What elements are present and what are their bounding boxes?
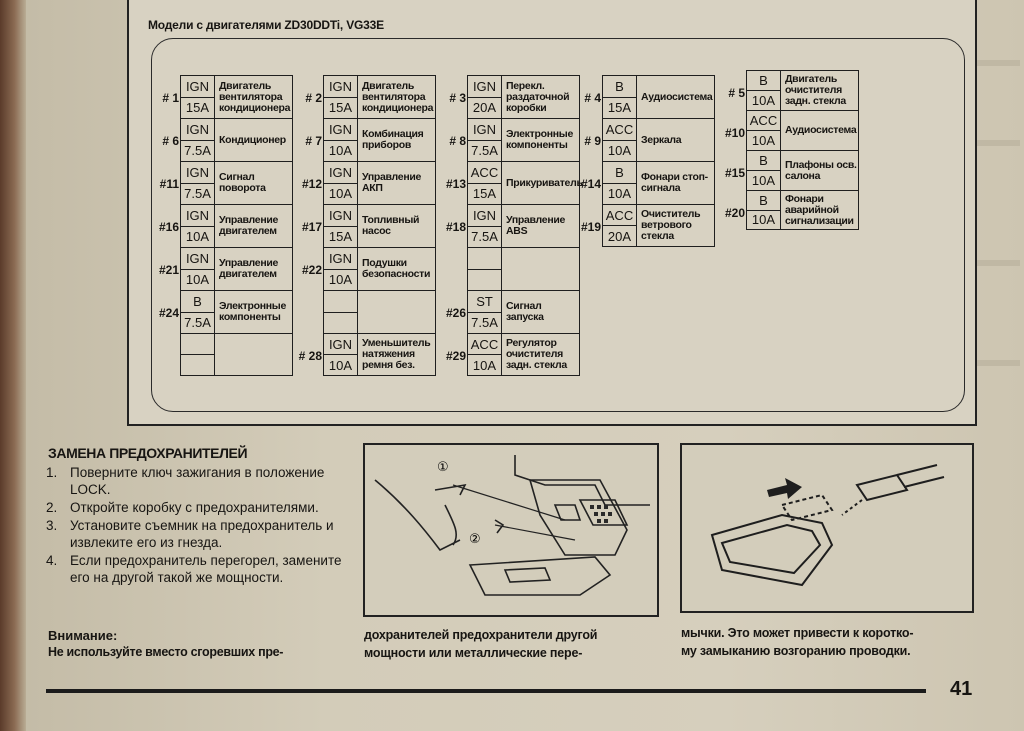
fuse-circuit-type: ACC — [468, 334, 501, 355]
fuse-circuit-type: ST — [468, 291, 501, 313]
fuse-number: # 3 — [449, 91, 466, 105]
fuse-row — [301, 247, 436, 290]
fuse-rating — [468, 248, 502, 290]
fuse-row — [301, 161, 436, 204]
fuse-number: # 5 — [728, 86, 745, 100]
fuse-row — [445, 161, 583, 204]
warning-title: Внимание: — [48, 628, 118, 643]
fuse-number: #20 — [724, 206, 745, 220]
fuse-description — [358, 291, 435, 333]
step-text: Если предохранитель перегорел, замените его на другой такой же мощности. — [70, 553, 342, 585]
fuse-row — [467, 247, 580, 290]
fuse-row — [449, 118, 580, 161]
fuse-amperage: 7.5A — [471, 143, 498, 159]
step-number: 4. — [46, 553, 58, 568]
fuse-description: Очиститель ветрового стекла — [641, 208, 701, 242]
fuse-amperage: 7.5A — [184, 315, 211, 331]
fuse-row — [724, 190, 859, 230]
fuse-row — [301, 204, 436, 247]
fuse-circuit-type: B — [603, 76, 636, 98]
fuse-description: Управление двигателем — [219, 257, 279, 280]
diagram-title: Модели с двигателями ZD30DDTi, VG33E — [148, 18, 384, 32]
fuse-description: Фонари стоп-сигнала — [641, 171, 708, 194]
fuse-rating — [603, 205, 637, 246]
fuse-row — [584, 75, 715, 118]
fuse-puller-illustration — [682, 445, 972, 611]
fuse-amperage: 10A — [328, 272, 353, 288]
fuse-rating — [603, 119, 637, 161]
bleed-through-text — [975, 140, 1020, 146]
fuse-row — [584, 118, 715, 161]
fuse-amperage: 10A — [751, 212, 776, 228]
fuse-amperage: 10A — [185, 272, 210, 288]
fuse-amperage — [468, 270, 501, 291]
fuse-circuit-type: ACC — [468, 162, 501, 184]
fuse-amperage: 7.5A — [184, 143, 211, 159]
fuse-circuit-type: B — [747, 151, 780, 171]
step-item — [46, 499, 342, 516]
fuse-amperage: 15A — [328, 229, 353, 245]
fuse-description: Фонари аварийной сигнализации — [785, 192, 854, 227]
fuse-circuit-type: B — [181, 291, 214, 313]
fuse-number: #14 — [580, 177, 601, 191]
fuse-description: Прикуриватель — [506, 176, 583, 189]
fuse-number: #12 — [301, 177, 322, 191]
callout-1: ① — [437, 460, 449, 475]
fuse-amperage: 10A — [751, 173, 776, 188]
fuse-amperage: 20A — [607, 228, 632, 244]
fuse-number: #10 — [724, 126, 745, 140]
footer-rule — [46, 689, 926, 693]
fuse-number: # 2 — [305, 91, 322, 105]
fuse-row — [445, 204, 580, 247]
fuse-number: #11 — [159, 177, 179, 191]
fuse-amperage: 10A — [607, 186, 632, 202]
fuse-rating — [603, 76, 637, 118]
fuse-amperage: 15A — [607, 100, 632, 116]
fuse-row — [728, 70, 859, 110]
step-number: 3. — [46, 518, 58, 533]
fuse-number: #24 — [158, 306, 179, 320]
fuse-circuit-type: ACC — [747, 111, 780, 131]
fuse-group — [724, 70, 859, 230]
fuse-rating — [181, 162, 215, 204]
fuse-description — [502, 248, 579, 290]
fuse-circuit-type: B — [603, 162, 636, 184]
fuse-group — [158, 75, 293, 376]
fuse-amperage: 15A — [472, 186, 497, 202]
fuse-row — [162, 75, 293, 118]
fuse-amperage: 7.5A — [471, 229, 498, 245]
fuse-number: #16 — [158, 220, 179, 234]
fuse-row — [449, 75, 580, 118]
continuation-col3 — [681, 624, 913, 660]
fuse-circuit-type: IGN — [181, 76, 214, 98]
fuse-rating — [324, 162, 358, 204]
fuse-circuit-type: IGN — [324, 334, 357, 355]
fuse-description: Сигнал поворота — [219, 171, 266, 194]
fuse-circuit-type: IGN — [181, 205, 214, 227]
fuse-rating — [468, 334, 502, 375]
fuse-rating — [468, 291, 502, 333]
fuse-row — [724, 110, 859, 150]
fuse-row — [298, 333, 436, 376]
fuse-circuit-type: IGN — [468, 119, 501, 141]
step-item — [46, 552, 342, 586]
fuse-circuit-type: IGN — [324, 248, 357, 270]
book-spine — [0, 0, 26, 731]
step-text: Откройте коробку с предохранителями. — [70, 500, 319, 515]
fuse-description: Уменьшитель натяжения ремня без. — [362, 337, 431, 371]
fuse-amperage: 10A — [751, 133, 776, 148]
fuse-row — [445, 333, 580, 376]
fuse-row — [159, 161, 293, 204]
fuse-circuit-type: IGN — [468, 205, 501, 227]
fuse-rating — [181, 334, 215, 375]
fuse-description: Зеркала — [641, 133, 682, 146]
fuse-amperage: 10A — [607, 143, 632, 159]
col2-line-1: дохранителей предохранители другой — [364, 628, 598, 642]
bleed-through-text — [975, 360, 1020, 366]
fuse-number: #15 — [724, 166, 745, 180]
fuse-rating — [181, 119, 215, 161]
fuse-number: #29 — [445, 349, 466, 363]
fuse-rating — [324, 119, 358, 161]
step-number: 2. — [46, 500, 58, 515]
fuse-rating — [181, 248, 215, 290]
fuse-rating — [468, 205, 502, 247]
fuse-number: # 8 — [449, 134, 466, 148]
fuse-circuit-type — [468, 248, 501, 270]
fuse-number: #19 — [580, 220, 601, 234]
fuse-group — [580, 75, 715, 247]
section-heading: ЗАМЕНА ПРЕДОХРАНИТЕЛЕЙ — [48, 445, 248, 461]
fuse-description: Регулятор очистителя задн. стекла — [506, 337, 567, 371]
fuse-description: Плафоны осв. салона — [785, 158, 857, 182]
fuse-box-illustration — [365, 445, 657, 615]
fuse-rating — [747, 151, 781, 190]
fuse-rating — [181, 205, 215, 247]
fuse-group — [445, 75, 583, 376]
fuse-number: # 9 — [584, 134, 601, 148]
fuse-rating — [324, 76, 358, 118]
fuse-circuit-type: IGN — [468, 76, 501, 98]
fuse-row — [162, 118, 293, 161]
fuse-circuit-type — [181, 334, 214, 355]
fuse-row — [158, 204, 293, 247]
fuse-circuit-type: ACC — [603, 205, 636, 226]
fuse-row — [445, 290, 580, 333]
step-number: 1. — [46, 465, 58, 480]
fuse-row — [180, 333, 293, 376]
fuse-box-figure — [363, 443, 659, 617]
fuse-description: Управление двигателем — [219, 214, 279, 237]
fuse-circuit-type: IGN — [324, 119, 357, 141]
continuation-col2 — [364, 626, 597, 662]
fuse-rating — [747, 191, 781, 229]
fuse-description: Двигатель очистителя задн. стекла — [785, 73, 846, 107]
fuse-rating — [324, 334, 358, 375]
fuse-circuit-type: B — [747, 191, 780, 211]
fuse-rating — [324, 248, 358, 290]
fuse-group — [298, 75, 436, 376]
step-text: Поверните ключ зажигания в положение LOCK. — [70, 465, 325, 497]
fuse-description: Кондиционер — [219, 133, 286, 146]
fuse-description — [215, 334, 292, 375]
fuse-puller-figure — [680, 443, 974, 613]
fuse-number: # 7 — [305, 134, 322, 148]
fuse-circuit-type: ACC — [603, 119, 636, 141]
fuse-rating — [324, 205, 358, 247]
fuse-row — [724, 150, 859, 190]
fuse-rating — [468, 76, 502, 118]
fuse-amperage: 15A — [185, 100, 210, 116]
col2-line-2: мощности или металлические пере- — [364, 646, 583, 660]
fuse-amperage: 10A — [751, 93, 776, 108]
fuse-circuit-type — [324, 291, 357, 313]
fuse-amperage: 15A — [328, 100, 353, 116]
fuse-row — [580, 161, 715, 204]
fuse-rating — [747, 71, 781, 110]
fuse-description: Двигатель вентилятора кондиционера — [362, 79, 434, 114]
fuse-description: Аудиосистема — [785, 124, 857, 136]
fuse-number: #22 — [301, 263, 322, 277]
arrow-icon — [767, 478, 802, 499]
bleed-through-text — [975, 260, 1020, 266]
fuse-circuit-type: B — [747, 71, 780, 91]
fuse-amperage: 20A — [472, 100, 497, 116]
fuse-amperage: 10A — [328, 357, 353, 373]
fuse-amperage: 10A — [472, 357, 497, 373]
fuse-number: #21 — [158, 263, 179, 277]
fuse-number: #26 — [445, 306, 466, 320]
warning-text: Не используйте вместо сгоревших пре- — [48, 645, 284, 659]
fuse-row — [158, 290, 293, 333]
fuse-rating — [181, 291, 215, 333]
fuse-row — [158, 247, 293, 290]
fuse-row — [305, 75, 436, 118]
fuse-number: # 1 — [162, 91, 179, 105]
fuse-circuit-type: IGN — [324, 205, 357, 227]
fuse-description: Перекл. раздаточной коробки — [506, 79, 570, 114]
fuse-circuit-type: IGN — [324, 76, 357, 98]
fuse-circuit-type: IGN — [181, 119, 214, 141]
fuse-description: Аудиосистема — [641, 90, 713, 103]
fuse-description: Комбинация приборов — [362, 128, 424, 151]
fuse-row — [580, 204, 715, 247]
fuse-amperage: 10A — [328, 143, 353, 159]
callout-2: ② — [469, 532, 481, 547]
fuse-rating — [324, 291, 358, 333]
fuse-circuit-type: IGN — [181, 162, 214, 184]
steps-list — [46, 464, 342, 587]
fuse-number: # 6 — [162, 134, 179, 148]
fuse-description: Электронные компоненты — [506, 128, 573, 151]
fuse-number: # 28 — [298, 349, 322, 363]
step-item — [46, 517, 342, 551]
fuse-rating — [181, 76, 215, 118]
fuse-amperage: 10A — [185, 229, 210, 245]
step-item — [46, 464, 342, 498]
fuse-number: # 4 — [584, 91, 601, 105]
fuse-number: #18 — [445, 220, 466, 234]
fuse-number: #17 — [301, 220, 322, 234]
fuse-description: Топливный насос — [362, 214, 420, 237]
fuse-description: Управление АКП — [362, 171, 422, 194]
fuse-amperage — [324, 313, 357, 334]
fuse-description: Подушки безопасности — [362, 257, 431, 280]
fuse-circuit-type: IGN — [324, 162, 357, 184]
bleed-through-text — [975, 60, 1020, 66]
fuse-amperage: 7.5A — [184, 186, 211, 202]
step-text: Установите съемник на предохранитель и извлеките его из гнезда. — [70, 518, 334, 550]
fuse-rating — [603, 162, 637, 204]
fuse-row — [323, 290, 436, 333]
fuse-rating — [747, 111, 781, 150]
fuse-description: Двигатель вентилятора кондиционера — [219, 79, 291, 114]
fuse-amperage: 7.5A — [471, 315, 498, 331]
col3-line-1: мычки. Это может привести к коротко- — [681, 626, 914, 640]
fuse-row — [305, 118, 436, 161]
fuse-rating — [468, 119, 502, 161]
fuse-amperage — [181, 355, 214, 375]
fuse-rating — [468, 162, 502, 204]
fuse-description: Управление ABS — [506, 214, 566, 237]
fuse-number: #13 — [445, 177, 466, 191]
fuse-description: Электронные компоненты — [219, 300, 286, 323]
page-number: 41 — [950, 678, 973, 700]
col3-line-2: му замыканию возгоранию проводки. — [681, 644, 911, 658]
fuse-amperage: 10A — [328, 186, 353, 202]
fuse-description: Сигнал запуска — [506, 300, 544, 323]
fuse-circuit-type: IGN — [181, 248, 214, 270]
